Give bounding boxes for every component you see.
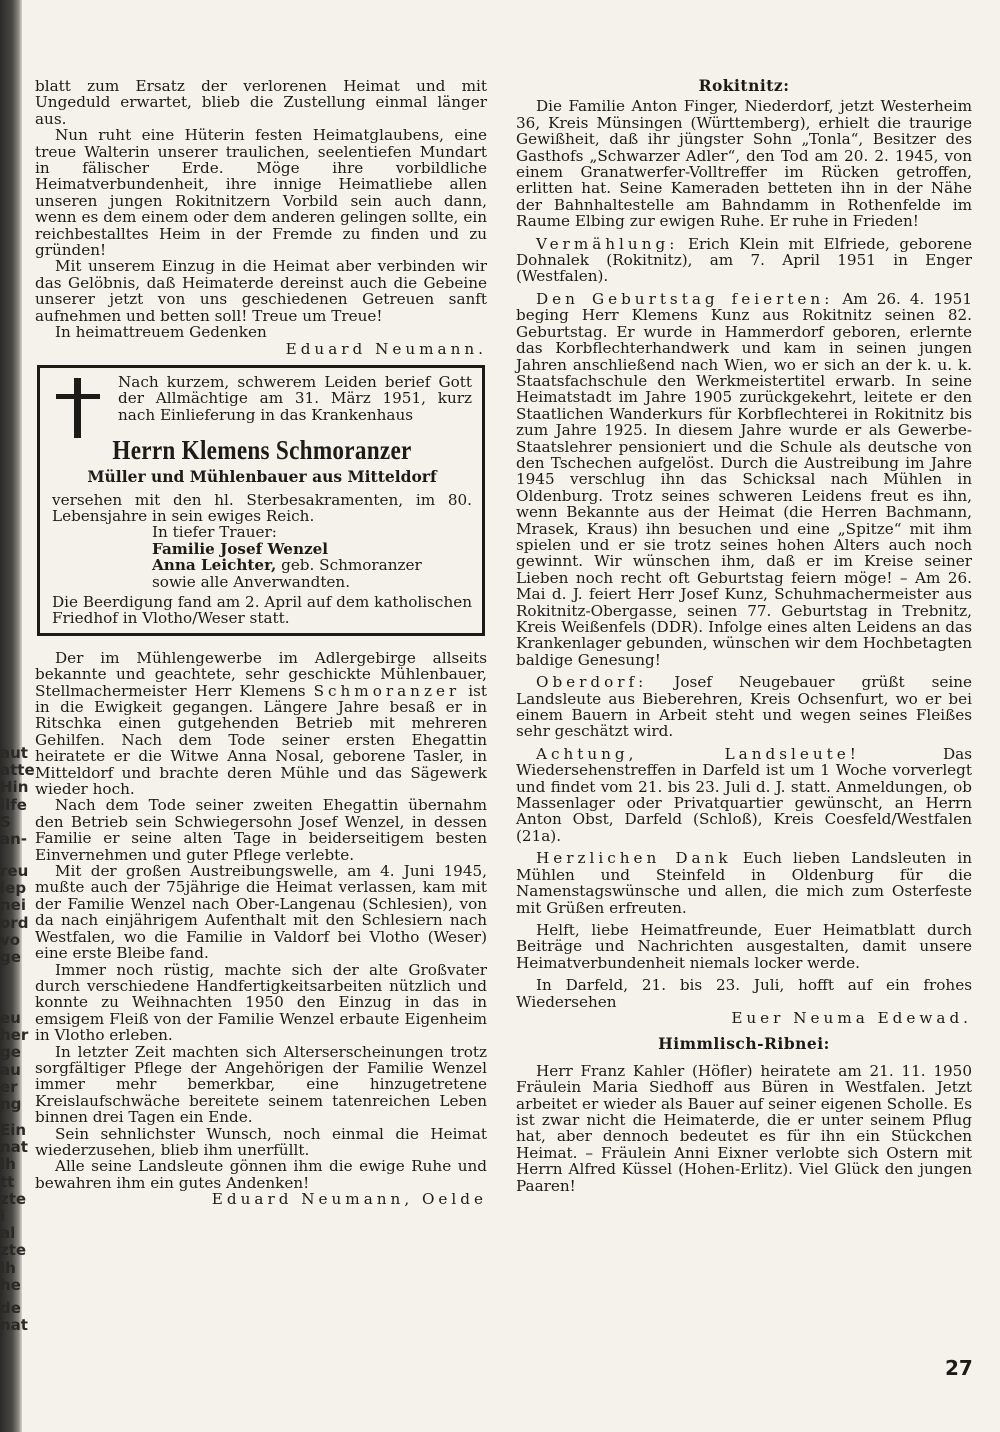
cross-icon	[56, 378, 100, 438]
obituary-relatives: sowie alle Anverwandten.	[152, 572, 351, 591]
paragraph	[516, 236, 972, 285]
paragraph: Nun ruht eine Hüterin festen Heimatglaubens, eine treue Walterin unserer traulichen, seelentiefen Mundart in fälischer Erde. Möge ihre vorbildliche Heimatverbundenheit, ihre innige Heimatliebe allen unseren jungen Rokitnitzern Vorbild sein auch dann, wenn es dem einem oder dem anderen gelingen sollte, ein reichbestalltes Heim in der Fremde zu finden und zu gründen!	[35, 126, 487, 260]
margin-fragment: nei	[0, 896, 26, 915]
obituary-family-name: Anna Leichter,	[152, 556, 277, 575]
margin-fragment: lep	[0, 879, 27, 898]
margin-fragment: zte	[0, 1189, 27, 1208]
paragraph: blatt zum Ersatz der verlorenen Heimat und mit Ungeduld erwartet, blieb die Zustellung einmal länger aus.	[35, 77, 487, 128]
margin-fragments-upper	[0, 744, 35, 849]
margin-fragment: ge	[0, 948, 21, 967]
signature: Eduard Neumann, Oelde	[211, 1190, 487, 1209]
paragraph: Immer noch rüstig, machte sich der alte Großvater durch verschiedene Handfertigkeitsarbeiten nützlich und konnte zu Weihnachten 1950 den Einzug in das in emsigem Fleiß von der Familie Wenzel erbaute Eigenheim in Vlotho erleben.	[35, 960, 487, 1045]
left-column	[35, 78, 487, 1208]
paragraph: Alle seine Landsleute gönnen ihm die ewige Ruhe und bewahren ihm ein gutes Andenken!	[35, 1157, 487, 1192]
paragraph	[516, 850, 972, 916]
margin-fragments-bottom	[0, 1122, 30, 1294]
margin-fragments-middle	[0, 863, 30, 966]
text-run: ist in die Ewigkeit gegangen. Längere Jahre besaß er in Ritschka einen gutgehenden Betrieb mit mehreren Gehilfen. Nach dem Tode seiner ersten Ehegattin heiratete er die Witwe Anna Nosal, geborene Tasler, in Mitteldorf und brachte deren Mühle und das Sägewerk wieder hoch.	[35, 681, 487, 799]
margin-fragment: her	[0, 1026, 29, 1045]
margin-fragment: Ein	[0, 1121, 27, 1139]
obituary-intro: Nach kurzem, schwerem Leiden berief Gott der Allmächtige am 31. März 1951, kurz nach Einlieferung in das Krankenhaus	[118, 372, 472, 424]
margin-fragment: atte	[0, 761, 35, 780]
obituary-funeral: Die Beerdigung fand am 2. April auf dem katholischen Friedhof in Vlotho/Weser statt.	[52, 592, 472, 628]
margin-fragment: he	[0, 1275, 21, 1294]
margin-fragment: tt	[0, 1172, 15, 1191]
paragraph	[35, 650, 487, 798]
paragraph: In Darfeld, 21. bis 23. Juli, hofft auf ein frohes Wiedersehen	[516, 976, 972, 1011]
obituary-family: Familie Josef Wenzel	[152, 539, 329, 558]
margin-fragment: er	[0, 1077, 18, 1096]
paragraph: Helft, liebe Heimatfreunde, Euer Heimatblatt durch Beiträge und Nachrichten ausgestalten, damit unsere Heimatverbundenheit niemals locker werde.	[516, 920, 972, 972]
margin-fragment: Hin	[0, 778, 29, 797]
paragraph: Mit unserem Einzug in die Heimat aber verbinden wir das Gelöbnis, daß Heimaterde dereinst auch die Gebeine unserer jetzt von uns geschiedenen Getreuen sanft aufnehmen und betten soll! Treue um Treue!	[35, 257, 487, 325]
obituary-occupation: Müller und Mühlenbauer aus Mitteldorf	[87, 467, 437, 487]
spaced-label: Herzlichen Dank	[536, 849, 732, 868]
signature: Euer Neuma Edewad.	[731, 1008, 972, 1027]
margin-fragments-last	[0, 1300, 30, 1334]
spaced-label: Vermählung:	[536, 234, 679, 253]
page-number: 27	[945, 1356, 973, 1380]
section-heading: Himmlisch-Ribnei:	[658, 1034, 830, 1054]
paragraph	[516, 291, 972, 668]
margin-fragment: de	[0, 1299, 21, 1317]
margin-fragment: ge	[0, 1043, 21, 1062]
margin-fragment: S	[0, 812, 11, 831]
text-run: Josef Neugebauer grüßt seine Landsleute aus Bieberehren, Kreis Ochsenfurt, wo er bei einem Bauern in Arbeit steht und wegen seines Fleißes sehr geschätzt wird.	[516, 673, 972, 741]
text-run: Das Wiedersehenstreffen in Darfeld ist um 1 Woche vorverlegt und findet vom 21. bis 23. Juli d. J. statt. Anmeldungen, ob Massenlager oder Privatquartier gewünscht, an Herrn Anton Obst, Darfeld (Schloß), Kreis Coesfeld/Westfalen (21a).	[516, 744, 973, 845]
paragraph: Nach dem Tode seiner zweiten Ehegattin übernahm den Betrieb sein Schwiegersohn Josef Wenzel, in dessen Familie er seine alten Tage in beiderseitigem besten Einvernehmen und guter Pflege verlebte.	[35, 796, 487, 864]
text-run: Erich Klein mit Elfriede, geborene Dohnalek (Rokitnitz), am 7. April 1951 in Enger (Westfalen).	[516, 234, 972, 286]
right-column	[516, 78, 972, 1194]
margin-fragment: nat	[0, 1316, 28, 1335]
text-run: Euch lieben Landsleuten in Mühlen und Steinfeld in Oldenburg für die Namenstagswünsche und allen, die mich zum Osterfeste mit Grüßen erfreuten.	[516, 849, 972, 917]
paragraph: In heimattreuem Gedenken	[55, 323, 267, 342]
margin-fragment: i	[0, 1207, 6, 1226]
margin-fragment: al	[0, 1224, 16, 1243]
margin-fragment: zte	[0, 1241, 27, 1260]
margin-fragment: au	[0, 1060, 21, 1079]
paragraph: In letzter Zeit machten sich Alterserscheinungen trotz sorgfältiger Pflege der Angehörigen der Familie Wenzel immer mehr bemerkbar, eine hinzugetretene Kreislaufschwäche bereitete seinem tatenreichen Leben binnen drei Tagen ein Ende.	[35, 1042, 487, 1127]
paragraph: Sein sehnlichster Wunsch, noch einmal die Heimat wiederzusehen, blieb ihm unerfüllt.	[35, 1124, 487, 1159]
margin-fragment: ord	[0, 913, 29, 932]
margin-fragment: eu	[0, 1009, 21, 1027]
obituary-mourning: In tiefer Trauer:	[152, 523, 277, 542]
spaced-label: Den Geburtstag feierten:	[536, 289, 834, 308]
margin-fragment: ng	[0, 1095, 22, 1114]
obituary-family	[152, 557, 472, 573]
obituary-family-note: geb. Schmoranzer	[276, 556, 422, 575]
paragraph: Mit der großen Austreibungswelle, am 4. Juni 1945, mußte auch der 75jährige die Heimat verlassen, kam mit der Familie Wenzel nach Ober-Langenau (Schlesien), von da nach einjährigem Aufenthalt mit den Schlesiern nach Westfalen, wo die Familie in Valdorf bei Vlotho (Weser) eine erste Bleibe fand.	[35, 862, 487, 963]
text-run: Der im Mühlengewerbe im Adlergebirge allseits bekannte und geachtete, sehr geschickte Mühlenbauer, Stellmachermeister Herr Klemens	[35, 648, 487, 700]
paragraph	[516, 674, 972, 740]
margin-fragment: ih	[0, 1155, 16, 1174]
margin-fragment: aut	[0, 744, 28, 762]
paragraph	[516, 746, 972, 844]
margin-fragment: nat	[0, 1138, 28, 1157]
margin-fragment: ih	[0, 1258, 16, 1277]
obituary-notice	[37, 365, 485, 636]
signature: Eduard Neumann.	[285, 339, 487, 358]
spaced-name: Schmoranzer	[313, 681, 461, 700]
margin-fragments-lower	[0, 1010, 30, 1113]
margin-fragment: vo	[0, 930, 21, 949]
margin-fragment: reu	[0, 862, 29, 880]
text-run: Am 26. 4. 1951 beging Herr Klemens Kunz aus Rokitnitz seinen 82. Geburtstag. Er wurde in Hammerdorf geboren, erlernte das Korbflechterhandwerk und kam in seinen jungen Jahren anschließend nach Wien, wo er sich an der k. u. k. Staatsfachschule den Werkmeistertitel erwarb. In seine Heimatstadt im Jahre 1905 zurückgekehrt, leitete er den Staatlichen Wanderkurs für Korbflechterei in Rokitnitz bis zum Jahre 1925. In diesem Jahre wurde er als Gewerbe-Staatslehrer pensioniert und die Schule als deutsche von den Tschechen aufgelöst. Durch die Austreibung im Jahre 1945 verschlug ihn das Schicksal nach Mühlen in Oldenburg. Trotz seines schweren Leidens freut es ihn, wenn Bekannte aus der Heimat (die Herren Bachmann, Mrasek, Kraus) ihn besuchen und eine „Spitze“ mit ihm spielen und er sie trotz seines hohen Alters auch noch gewinnt. Wir wünschen ihm, daß er im Kreise seiner Lieben noch recht oft Geburtstag feiern möge! – Am 26. Mai d. J. feiert Herr Josef Kunz, Schuhmachermeister aus Rokitnitz-Obergasse, seinen 77. Geburtstag in Trebnitz, Kreis Weißenfels (DDR). Infolge eines alten Leidens an das Krankenlager gebunden, wünschen wir dem Hochbetagten baldige Genesung!	[516, 289, 973, 669]
paragraph: Herr Franz Kahler (Höfler) heiratete am 21. 11. 1950 Fräulein Maria Siedhoff aus Büren in Westfalen. Jetzt arbeitet er wieder als Bauer auf seiner eigenen Scholle. Es ist zwar nicht die Heimaterde, die er unter seinem Pflug hat, aber dennoch bedeutet es für ihn ein Stückchen Heimat. – Fräulein Anni Eixner verlobte sich Ostern mit Herrn Alfred Küssel (Hohen-Erlitz). Viel Glück den jungen Paaren!	[516, 1061, 972, 1195]
spaced-label: Oberdorf:	[536, 673, 648, 692]
section-heading: Rokitnitz:	[698, 76, 790, 95]
obituary-body: versehen mit den hl. Sterbesakramenten, im 80. Lebensjahre in sein ewiges Reich.	[52, 490, 472, 525]
margin-fragment: ilfe	[0, 795, 27, 814]
spaced-label: Achtung, Landsleute!	[536, 744, 860, 763]
obituary-name: Herrn Klemens Schmoranzer	[112, 435, 412, 466]
paragraph: Die Familie Anton Finger, Niederdorf, jetzt Westerheim 36, Kreis Münsingen (Württemberg), erhielt die traurige Gewißheit, daß ihr jüngster Sohn „Tonla“, Besitzer des Gasthofs „Schwarzer Adler“, den Tod am 20. 2. 1945, von einem Granatwerfer-Volltreffer im Rücken getroffen, erlitten hat. Seine Kameraden betteten ihn in der Nähe der Bahnhaltestelle am Bahndamm in Rothenfelde im Raume Elbing zur ewigen Ruhe. Er ruhe in Frieden!	[516, 97, 972, 231]
margin-fragment: an-	[0, 830, 28, 849]
